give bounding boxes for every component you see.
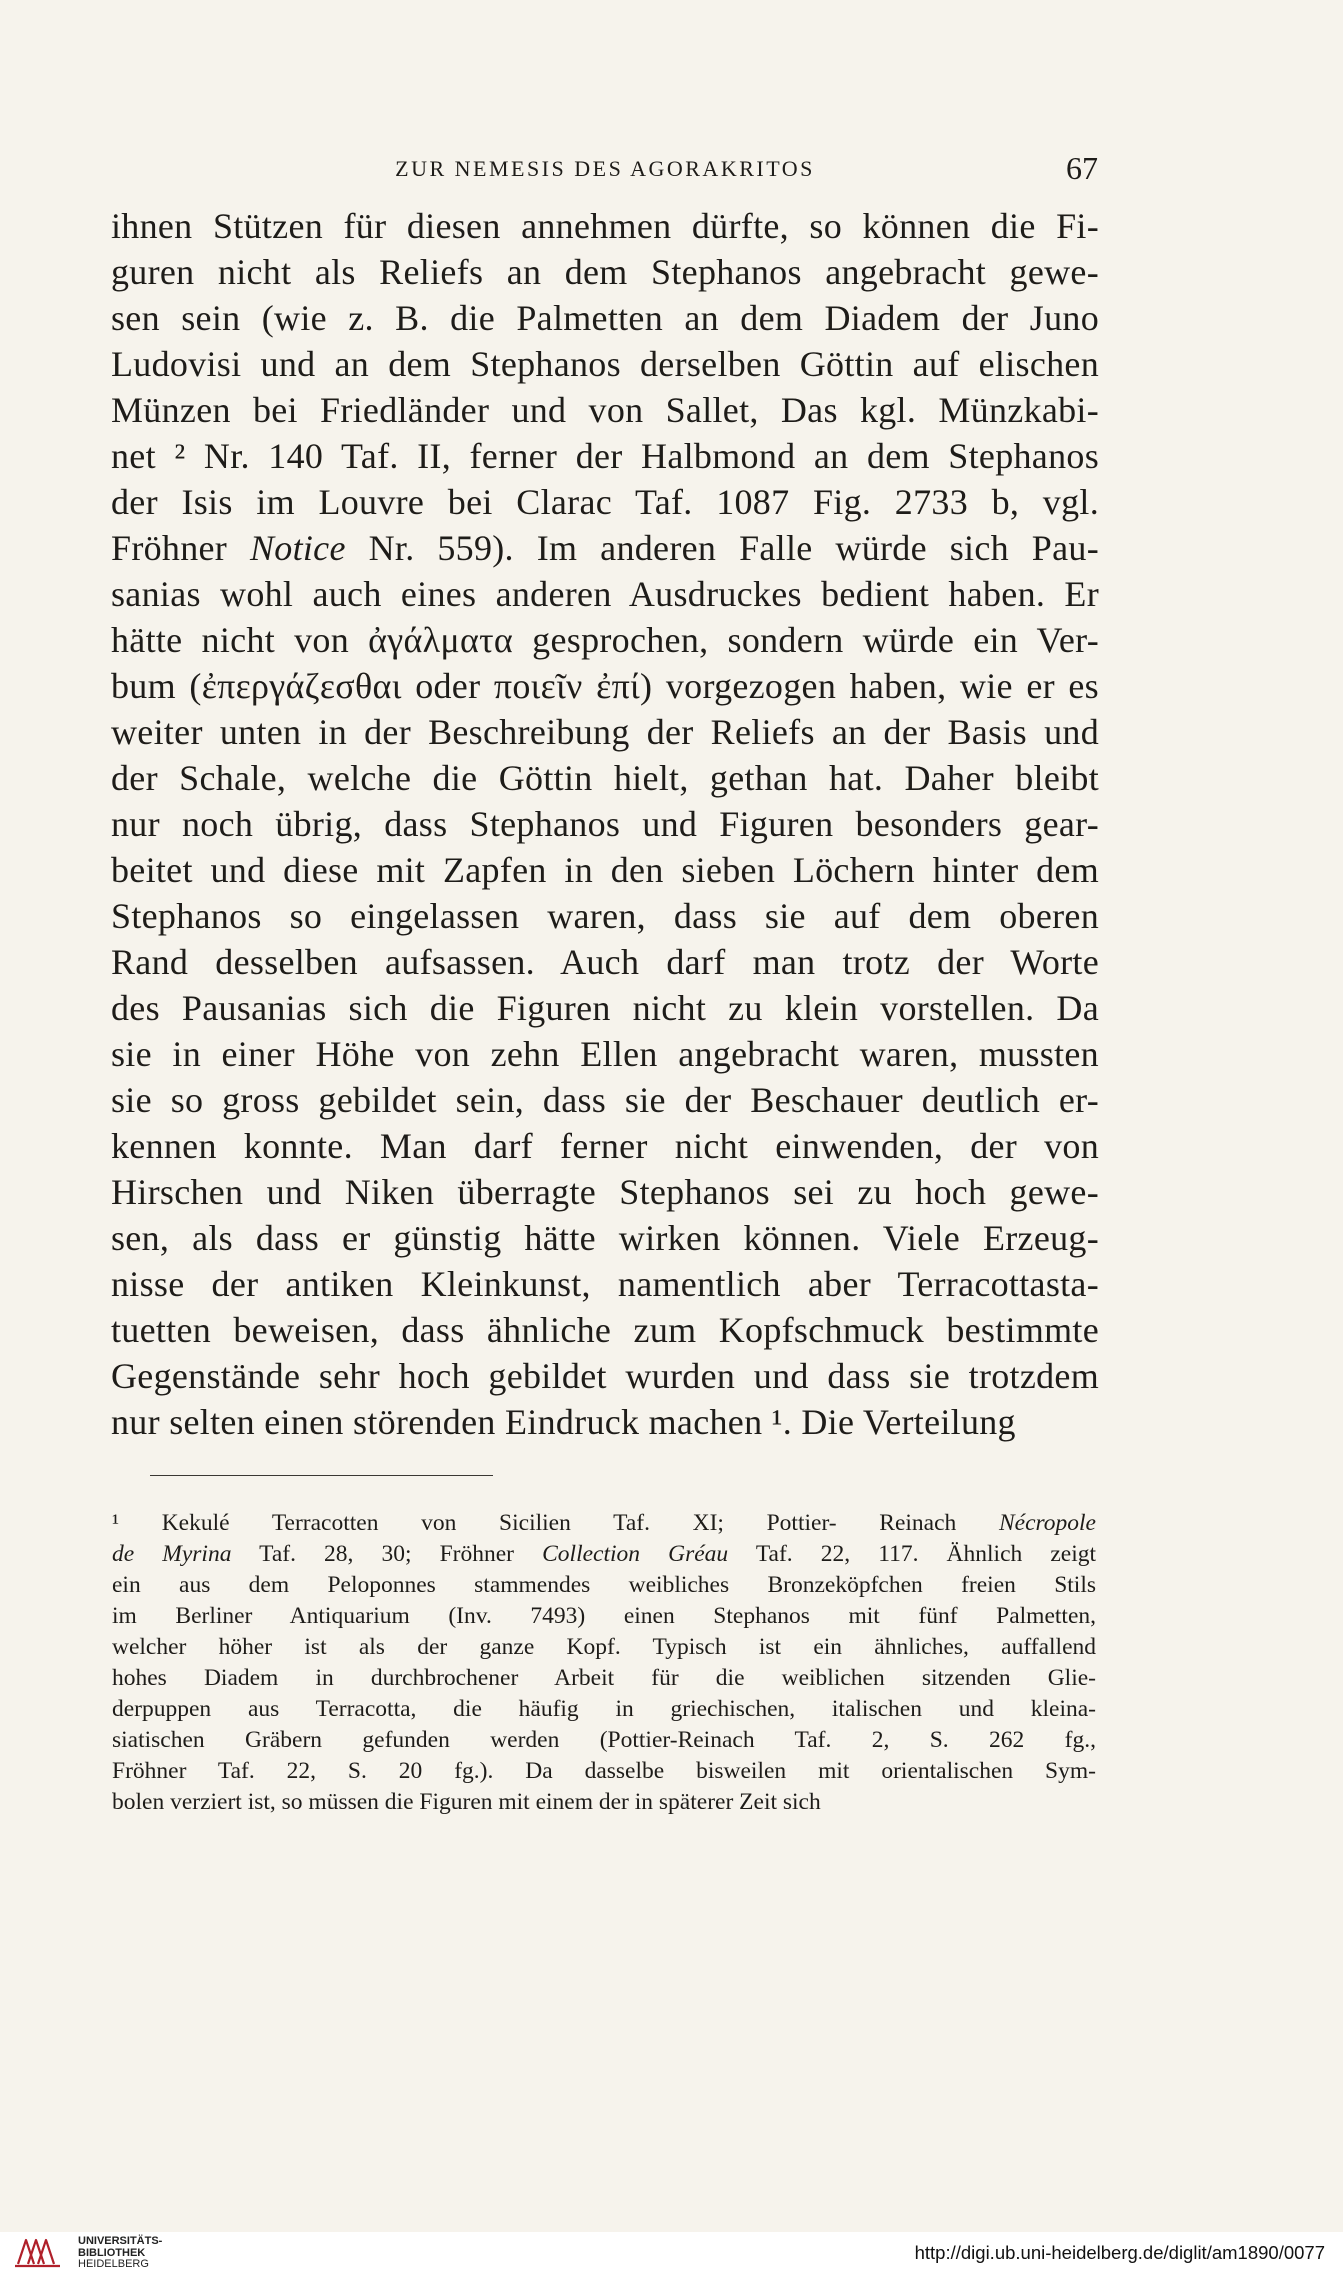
- text-line: beitet und diese mit Zapfen in den sieben Löchern hinter dem: [111, 850, 1099, 890]
- logo-line: BIBLIOTHEK: [78, 2246, 146, 2259]
- text-line: Rand desselben aufsassen. Auch darf man trotz der Worte: [111, 942, 1099, 982]
- text-line: Hirschen und Niken überragte Stephanos sei zu hoch gewe-: [111, 1172, 1099, 1212]
- footnote-line: hohes Diadem in durchbrochener Arbeit für die weiblichen sitzenden Glie-: [112, 1665, 1096, 1691]
- text-line: nisse der antiken Kleinkunst, namentlich aber Terracottasta-: [111, 1264, 1099, 1304]
- text-line: des Pausanias sich die Figuren nicht zu klein vorstellen. Da: [111, 988, 1099, 1028]
- text-line: sen, als dass er günstig hätte wirken können. Viele Erzeug-: [111, 1218, 1099, 1258]
- page-number: 67: [1066, 150, 1098, 186]
- text-line: Stephanos so eingelassen waren, dass sie auf dem oberen: [111, 896, 1099, 936]
- text-line: sie so gross gebildet sein, dass sie der Beschauer deutlich er-: [111, 1080, 1099, 1120]
- library-logo-icon: [12, 2234, 66, 2270]
- footnote-line: welcher höher ist als der ganze Kopf. Typisch ist ein ähnliches, auffallend: [112, 1634, 1096, 1660]
- text-line: Münzen bei Friedländer und von Sallet, Das kgl. Münzkabi-: [111, 390, 1099, 430]
- footnote-line: ¹ Kekulé Terracotten von Sicilien Taf. XI; Pottier- Reinach Nécropole: [112, 1510, 1096, 1536]
- text-line: weiter unten in der Beschreibung der Reliefs an der Basis und: [111, 712, 1099, 752]
- footnote-separator: [150, 1475, 493, 1476]
- footnote-line: de Myrina Taf. 28, 30; Fröhner Collection Gréau Taf. 22, 117. Ähnlich zeigt: [112, 1541, 1096, 1567]
- footnotes: [112, 1508, 1096, 1818]
- text-line: der Isis im Louvre bei Clarac Taf. 1087 Fig. 2733 b, vgl.: [111, 482, 1099, 522]
- text-line: ihnen Stützen für diesen annehmen dürfte, so können die Fi-: [111, 206, 1099, 246]
- text-line: tuetten beweisen, dass ähnliche zum Kopfschmuck bestimmte: [111, 1310, 1099, 1350]
- text-line: sie in einer Höhe von zehn Ellen angebracht waren, mussten: [111, 1034, 1099, 1074]
- text-line: guren nicht als Reliefs an dem Stephanos angebracht gewe-: [111, 252, 1099, 292]
- text-line: hätte nicht von ἀγάλματα gesprochen, sondern würde ein Ver-: [111, 620, 1099, 660]
- text-line: sanias wohl auch eines anderen Ausdruckes bedient haben. Er: [111, 574, 1099, 614]
- source-url-link[interactable]: http://digi.ub.uni-heidelberg.de/diglit/am1890/0077: [914, 2242, 1325, 2263]
- page-header: [110, 150, 1100, 190]
- library-logo-text: [78, 2236, 162, 2271]
- page-footer: [0, 2232, 1343, 2273]
- footnote-line: derpuppen aus Terracotta, die häufig in griechischen, italischen und kleina-: [112, 1696, 1096, 1722]
- running-title: ZUR NEMESIS DES AGORAKRITOS: [395, 156, 815, 181]
- text-line: sen sein (wie z. B. die Palmetten an dem Diadem der Juno: [111, 298, 1099, 338]
- text-line: nur noch übrig, dass Stephanos und Figuren besonders gear-: [111, 804, 1099, 844]
- text-line: bum (ἐπεργάζεσθαι oder ποιεῖν ἐπί) vorgezogen haben, wie er es: [111, 666, 1099, 706]
- logo-line: HEIDELBERG: [78, 2258, 149, 2270]
- footnote-line: im Berliner Antiquarium (Inv. 7493) einen Stephanos mit fünf Palmetten,: [112, 1603, 1096, 1629]
- main-text: [111, 203, 1099, 1445]
- logo-line: UNIVERSITÄTS-: [78, 2235, 163, 2247]
- footnote-line: ein aus dem Peloponnes stammendes weibliches Bronzeköpfchen freien Stils: [112, 1572, 1096, 1598]
- text-line: net ² Nr. 140 Taf. II, ferner der Halbmond an dem Stephanos: [111, 436, 1099, 476]
- footnote-line: bolen verziert ist, so müssen die Figuren mit einem der in späterer Zeit sich: [112, 1789, 821, 1815]
- text-line: der Schale, welche die Göttin hielt, gethan hat. Daher bleibt: [111, 758, 1099, 798]
- text-line: Fröhner Notice Nr. 559). Im anderen Falle würde sich Pau-: [111, 528, 1099, 568]
- footnote-line: siatischen Gräbern gefunden werden (Pottier-Reinach Taf. 2, S. 262 fg.,: [112, 1727, 1096, 1753]
- text-line: Ludovisi und an dem Stephanos derselben Göttin auf elischen: [111, 344, 1099, 384]
- text-line: nur selten einen störenden Eindruck machen ¹. Die Verteilung: [111, 1402, 1016, 1442]
- footnote-line: Fröhner Taf. 22, S. 20 fg.). Da dasselbe bisweilen mit orientalischen Sym-: [112, 1758, 1096, 1784]
- text-line: kennen konnte. Man darf ferner nicht einwenden, der von: [111, 1126, 1099, 1166]
- text-line: Gegenstände sehr hoch gebildet wurden und dass sie trotzdem: [111, 1356, 1099, 1396]
